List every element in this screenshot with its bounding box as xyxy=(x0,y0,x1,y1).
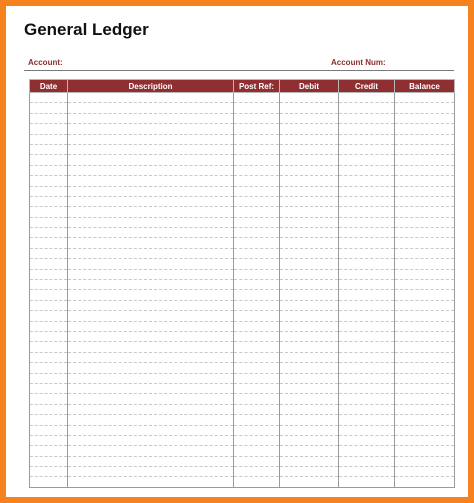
date-cell[interactable] xyxy=(30,155,68,165)
col-header-debit: Debit xyxy=(280,80,339,93)
debit-cell[interactable] xyxy=(280,217,339,227)
post-ref-cell[interactable] xyxy=(234,124,280,134)
credit-cell[interactable] xyxy=(339,269,395,279)
debit-cell[interactable] xyxy=(280,290,339,300)
post-ref-cell[interactable] xyxy=(234,93,280,103)
date-cell[interactable] xyxy=(30,207,68,217)
table-row xyxy=(30,155,455,165)
post-ref-cell[interactable] xyxy=(234,394,280,404)
description-cell[interactable] xyxy=(68,331,234,341)
date-cell[interactable] xyxy=(30,134,68,144)
description-cell[interactable] xyxy=(68,103,234,113)
debit-cell[interactable] xyxy=(280,425,339,435)
table-row xyxy=(30,217,455,227)
description-cell[interactable] xyxy=(68,415,234,425)
post-ref-cell[interactable] xyxy=(234,155,280,165)
date-cell[interactable] xyxy=(30,467,68,477)
debit-cell[interactable] xyxy=(280,196,339,206)
table-row xyxy=(30,331,455,341)
post-ref-cell[interactable] xyxy=(234,331,280,341)
table-row xyxy=(30,321,455,331)
credit-cell[interactable] xyxy=(339,176,395,186)
credit-cell[interactable] xyxy=(339,404,395,414)
description-cell[interactable] xyxy=(68,124,234,134)
post-ref-cell[interactable] xyxy=(234,144,280,154)
balance-cell[interactable] xyxy=(395,290,455,300)
table-row xyxy=(30,280,455,290)
credit-cell[interactable] xyxy=(339,311,395,321)
date-cell[interactable] xyxy=(30,425,68,435)
debit-cell[interactable] xyxy=(280,103,339,113)
table-row xyxy=(30,373,455,383)
description-cell[interactable] xyxy=(68,155,234,165)
balance-cell[interactable] xyxy=(395,467,455,477)
date-cell[interactable] xyxy=(30,280,68,290)
description-cell[interactable] xyxy=(68,113,234,123)
post-ref-cell[interactable] xyxy=(234,383,280,393)
date-cell[interactable] xyxy=(30,311,68,321)
debit-cell[interactable] xyxy=(280,415,339,425)
debit-cell[interactable] xyxy=(280,446,339,456)
credit-cell[interactable] xyxy=(339,248,395,258)
debit-cell[interactable] xyxy=(280,311,339,321)
balance-cell[interactable] xyxy=(395,352,455,362)
date-cell[interactable] xyxy=(30,259,68,269)
col-header-date: Date xyxy=(30,80,68,93)
table-row xyxy=(30,93,455,103)
date-cell[interactable] xyxy=(30,321,68,331)
balance-cell[interactable] xyxy=(395,331,455,341)
table-row xyxy=(30,311,455,321)
debit-cell[interactable] xyxy=(280,435,339,445)
table-row xyxy=(30,186,455,196)
credit-cell[interactable] xyxy=(339,435,395,445)
date-cell[interactable] xyxy=(30,103,68,113)
credit-cell[interactable] xyxy=(339,373,395,383)
balance-cell[interactable] xyxy=(395,415,455,425)
post-ref-cell[interactable] xyxy=(234,103,280,113)
description-cell[interactable] xyxy=(68,383,234,393)
balance-cell[interactable] xyxy=(395,280,455,290)
balance-cell[interactable] xyxy=(395,217,455,227)
description-cell[interactable] xyxy=(68,435,234,445)
table-row xyxy=(30,124,455,134)
post-ref-cell[interactable] xyxy=(234,435,280,445)
description-cell[interactable] xyxy=(68,363,234,373)
credit-cell[interactable] xyxy=(339,93,395,103)
table-row xyxy=(30,248,455,258)
date-cell[interactable] xyxy=(30,363,68,373)
balance-cell[interactable] xyxy=(395,165,455,175)
credit-cell[interactable] xyxy=(339,363,395,373)
debit-cell[interactable] xyxy=(280,404,339,414)
balance-cell[interactable] xyxy=(395,311,455,321)
credit-cell[interactable] xyxy=(339,352,395,362)
date-cell[interactable] xyxy=(30,196,68,206)
date-cell[interactable] xyxy=(30,93,68,103)
description-cell[interactable] xyxy=(68,446,234,456)
credit-cell[interactable] xyxy=(339,113,395,123)
date-cell[interactable] xyxy=(30,228,68,238)
description-cell[interactable] xyxy=(68,477,234,487)
debit-cell[interactable] xyxy=(280,456,339,466)
credit-cell[interactable] xyxy=(339,321,395,331)
table-row xyxy=(30,425,455,435)
post-ref-cell[interactable] xyxy=(234,446,280,456)
date-cell[interactable] xyxy=(30,383,68,393)
debit-cell[interactable] xyxy=(280,259,339,269)
date-cell[interactable] xyxy=(30,331,68,341)
post-ref-cell[interactable] xyxy=(234,352,280,362)
table-row xyxy=(30,103,455,113)
description-cell[interactable] xyxy=(68,144,234,154)
debit-cell[interactable] xyxy=(280,321,339,331)
description-cell[interactable] xyxy=(68,404,234,414)
balance-cell[interactable] xyxy=(395,300,455,310)
credit-cell[interactable] xyxy=(339,290,395,300)
post-ref-cell[interactable] xyxy=(234,467,280,477)
table-row xyxy=(30,269,455,279)
debit-cell[interactable] xyxy=(280,300,339,310)
date-cell[interactable] xyxy=(30,404,68,414)
post-ref-cell[interactable] xyxy=(234,217,280,227)
post-ref-cell[interactable] xyxy=(234,248,280,258)
credit-cell[interactable] xyxy=(339,477,395,487)
date-cell[interactable] xyxy=(30,394,68,404)
balance-cell[interactable] xyxy=(395,248,455,258)
credit-cell[interactable] xyxy=(339,124,395,134)
credit-cell[interactable] xyxy=(339,394,395,404)
date-cell[interactable] xyxy=(30,290,68,300)
balance-cell[interactable] xyxy=(395,342,455,352)
col-header-post-ref: Post Ref: xyxy=(234,80,280,93)
post-ref-cell[interactable] xyxy=(234,321,280,331)
post-ref-cell[interactable] xyxy=(234,207,280,217)
post-ref-cell[interactable] xyxy=(234,373,280,383)
table-row xyxy=(30,196,455,206)
table-row xyxy=(30,300,455,310)
description-cell[interactable] xyxy=(68,207,234,217)
date-cell[interactable] xyxy=(30,248,68,258)
balance-cell[interactable] xyxy=(395,477,455,487)
ledger-table xyxy=(29,79,455,488)
balance-cell[interactable] xyxy=(395,93,455,103)
table-row xyxy=(30,363,455,373)
date-cell[interactable] xyxy=(30,477,68,487)
credit-cell[interactable] xyxy=(339,425,395,435)
table-row xyxy=(30,165,455,175)
balance-cell[interactable] xyxy=(395,124,455,134)
description-cell[interactable] xyxy=(68,425,234,435)
date-cell[interactable] xyxy=(30,165,68,175)
description-cell[interactable] xyxy=(68,321,234,331)
debit-cell[interactable] xyxy=(280,176,339,186)
post-ref-cell[interactable] xyxy=(234,176,280,186)
table-row xyxy=(30,404,455,414)
post-ref-cell[interactable] xyxy=(234,134,280,144)
credit-cell[interactable] xyxy=(339,155,395,165)
table-row xyxy=(30,352,455,362)
balance-cell[interactable] xyxy=(395,259,455,269)
post-ref-cell[interactable] xyxy=(234,228,280,238)
post-ref-cell[interactable] xyxy=(234,113,280,123)
post-ref-cell[interactable] xyxy=(234,259,280,269)
col-header-description: Description xyxy=(68,80,234,93)
balance-cell[interactable] xyxy=(395,383,455,393)
date-cell[interactable] xyxy=(30,113,68,123)
debit-cell[interactable] xyxy=(280,186,339,196)
date-cell[interactable] xyxy=(30,300,68,310)
description-cell[interactable] xyxy=(68,134,234,144)
description-cell[interactable] xyxy=(68,248,234,258)
table-row xyxy=(30,342,455,352)
date-cell[interactable] xyxy=(30,176,68,186)
balance-cell[interactable] xyxy=(395,196,455,206)
balance-cell[interactable] xyxy=(395,373,455,383)
table-row xyxy=(30,113,455,123)
balance-cell[interactable] xyxy=(395,144,455,154)
description-cell[interactable] xyxy=(68,456,234,466)
description-cell[interactable] xyxy=(68,280,234,290)
date-cell[interactable] xyxy=(30,415,68,425)
balance-cell[interactable] xyxy=(395,435,455,445)
balance-cell[interactable] xyxy=(395,103,455,113)
balance-cell[interactable] xyxy=(395,186,455,196)
col-header-balance: Balance xyxy=(395,80,455,93)
date-cell[interactable] xyxy=(30,373,68,383)
description-cell[interactable] xyxy=(68,342,234,352)
date-cell[interactable] xyxy=(30,124,68,134)
credit-cell[interactable] xyxy=(339,134,395,144)
balance-cell[interactable] xyxy=(395,446,455,456)
credit-cell[interactable] xyxy=(339,280,395,290)
debit-cell[interactable] xyxy=(280,207,339,217)
debit-cell[interactable] xyxy=(280,124,339,134)
debit-cell[interactable] xyxy=(280,342,339,352)
debit-cell[interactable] xyxy=(280,394,339,404)
credit-cell[interactable] xyxy=(339,415,395,425)
post-ref-cell[interactable] xyxy=(234,165,280,175)
table-row xyxy=(30,238,455,248)
credit-cell[interactable] xyxy=(339,456,395,466)
balance-cell[interactable] xyxy=(395,155,455,165)
table-row xyxy=(30,259,455,269)
debit-cell[interactable] xyxy=(280,331,339,341)
date-cell[interactable] xyxy=(30,269,68,279)
table-row xyxy=(30,446,455,456)
debit-cell[interactable] xyxy=(280,165,339,175)
post-ref-cell[interactable] xyxy=(234,456,280,466)
post-ref-cell[interactable] xyxy=(234,342,280,352)
table-row xyxy=(30,415,455,425)
description-cell[interactable] xyxy=(68,269,234,279)
post-ref-cell[interactable] xyxy=(234,477,280,487)
balance-cell[interactable] xyxy=(395,321,455,331)
balance-cell[interactable] xyxy=(395,425,455,435)
debit-cell[interactable] xyxy=(280,238,339,248)
post-ref-cell[interactable] xyxy=(234,238,280,248)
post-ref-cell[interactable] xyxy=(234,300,280,310)
post-ref-cell[interactable] xyxy=(234,363,280,373)
table-row xyxy=(30,207,455,217)
balance-cell[interactable] xyxy=(395,228,455,238)
table-row xyxy=(30,383,455,393)
debit-cell[interactable] xyxy=(280,373,339,383)
debit-cell[interactable] xyxy=(280,363,339,373)
debit-cell[interactable] xyxy=(280,113,339,123)
account-line xyxy=(24,58,454,71)
balance-cell[interactable] xyxy=(395,269,455,279)
date-cell[interactable] xyxy=(30,446,68,456)
date-cell[interactable] xyxy=(30,435,68,445)
description-cell[interactable] xyxy=(68,186,234,196)
post-ref-cell[interactable] xyxy=(234,415,280,425)
credit-cell[interactable] xyxy=(339,165,395,175)
debit-cell[interactable] xyxy=(280,155,339,165)
credit-cell[interactable] xyxy=(339,186,395,196)
credit-cell[interactable] xyxy=(339,103,395,113)
date-cell[interactable] xyxy=(30,186,68,196)
balance-cell[interactable] xyxy=(395,176,455,186)
description-cell[interactable] xyxy=(68,93,234,103)
description-cell[interactable] xyxy=(68,352,234,362)
account-num-label: Account Num: xyxy=(331,58,386,67)
post-ref-cell[interactable] xyxy=(234,404,280,414)
date-cell[interactable] xyxy=(30,342,68,352)
balance-cell[interactable] xyxy=(395,363,455,373)
description-cell[interactable] xyxy=(68,176,234,186)
table-row xyxy=(30,144,455,154)
balance-cell[interactable] xyxy=(395,394,455,404)
ledger-body xyxy=(30,93,455,488)
credit-cell[interactable] xyxy=(339,383,395,393)
post-ref-cell[interactable] xyxy=(234,280,280,290)
debit-cell[interactable] xyxy=(280,144,339,154)
description-cell[interactable] xyxy=(68,228,234,238)
balance-cell[interactable] xyxy=(395,207,455,217)
balance-cell[interactable] xyxy=(395,134,455,144)
table-row xyxy=(30,394,455,404)
table-row xyxy=(30,134,455,144)
credit-cell[interactable] xyxy=(339,300,395,310)
col-header-credit: Credit xyxy=(339,80,395,93)
debit-cell[interactable] xyxy=(280,467,339,477)
credit-cell[interactable] xyxy=(339,238,395,248)
table-row xyxy=(30,467,455,477)
account-label: Account: xyxy=(28,58,63,67)
credit-cell[interactable] xyxy=(339,467,395,477)
post-ref-cell[interactable] xyxy=(234,269,280,279)
date-cell[interactable] xyxy=(30,217,68,227)
date-cell[interactable] xyxy=(30,456,68,466)
post-ref-cell[interactable] xyxy=(234,311,280,321)
table-row xyxy=(30,456,455,466)
description-cell[interactable] xyxy=(68,238,234,248)
post-ref-cell[interactable] xyxy=(234,186,280,196)
debit-cell[interactable] xyxy=(280,383,339,393)
description-cell[interactable] xyxy=(68,259,234,269)
post-ref-cell[interactable] xyxy=(234,196,280,206)
description-cell[interactable] xyxy=(68,217,234,227)
description-cell[interactable] xyxy=(68,394,234,404)
debit-cell[interactable] xyxy=(280,228,339,238)
debit-cell[interactable] xyxy=(280,248,339,258)
credit-cell[interactable] xyxy=(339,446,395,456)
description-cell[interactable] xyxy=(68,311,234,321)
table-row xyxy=(30,228,455,238)
description-cell[interactable] xyxy=(68,300,234,310)
balance-cell[interactable] xyxy=(395,456,455,466)
balance-cell[interactable] xyxy=(395,113,455,123)
balance-cell[interactable] xyxy=(395,404,455,414)
description-cell[interactable] xyxy=(68,290,234,300)
debit-cell[interactable] xyxy=(280,352,339,362)
credit-cell[interactable] xyxy=(339,342,395,352)
credit-cell[interactable] xyxy=(339,331,395,341)
description-cell[interactable] xyxy=(68,373,234,383)
credit-cell[interactable] xyxy=(339,228,395,238)
post-ref-cell[interactable] xyxy=(234,290,280,300)
description-cell[interactable] xyxy=(68,165,234,175)
credit-cell[interactable] xyxy=(339,196,395,206)
description-cell[interactable] xyxy=(68,467,234,477)
balance-cell[interactable] xyxy=(395,238,455,248)
table-row xyxy=(30,290,455,300)
page-title: General Ledger xyxy=(24,20,149,39)
date-cell[interactable] xyxy=(30,144,68,154)
credit-cell[interactable] xyxy=(339,144,395,154)
debit-cell[interactable] xyxy=(280,93,339,103)
credit-cell[interactable] xyxy=(339,217,395,227)
table-row xyxy=(30,176,455,186)
date-cell[interactable] xyxy=(30,238,68,248)
debit-cell[interactable] xyxy=(280,280,339,290)
debit-cell[interactable] xyxy=(280,134,339,144)
table-row xyxy=(30,435,455,445)
header-row xyxy=(30,80,455,93)
post-ref-cell[interactable] xyxy=(234,425,280,435)
table-row xyxy=(30,477,455,487)
debit-cell[interactable] xyxy=(280,269,339,279)
credit-cell[interactable] xyxy=(339,207,395,217)
date-cell[interactable] xyxy=(30,352,68,362)
credit-cell[interactable] xyxy=(339,259,395,269)
debit-cell[interactable] xyxy=(280,477,339,487)
description-cell[interactable] xyxy=(68,196,234,206)
